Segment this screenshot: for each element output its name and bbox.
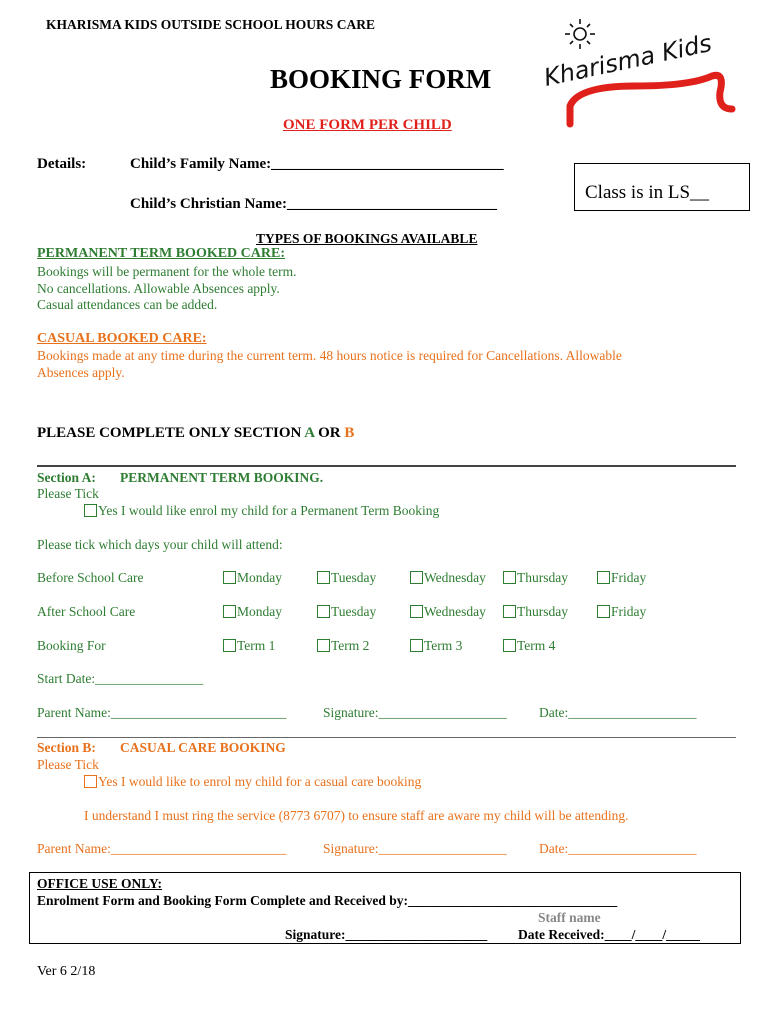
term-label: Term 2 [331, 638, 370, 653]
day-label: Monday [237, 604, 282, 619]
casual-heading: CASUAL BOOKED CARE: [37, 331, 207, 346]
family-name-field[interactable]: Child’s Family Name:_______________________________ [130, 156, 504, 172]
checkbox[interactable] [223, 639, 236, 652]
instruction-a: A [304, 425, 315, 441]
permanent-line-2: No cancellations. Allowable Absences apply. [37, 281, 280, 296]
office-date-received-field[interactable]: Date Received:____/____/_____ [518, 927, 700, 942]
types-heading: TYPES OF BOOKINGS AVAILABLE [256, 231, 478, 246]
office-signature-field[interactable]: Signature:_____________________ [285, 927, 488, 942]
permanent-yes-option[interactable] [84, 503, 439, 519]
instruction-b: B [344, 425, 355, 441]
before-friday[interactable] [597, 570, 646, 586]
day-label: Friday [611, 604, 647, 619]
before-school-label: Before School Care [37, 570, 144, 585]
day-label: Tuesday [331, 604, 377, 619]
booking-for-label: Booking For [37, 638, 106, 653]
christian-name-field[interactable]: Child’s Christian Name:____________________________ [130, 196, 497, 212]
term-label: Term 3 [424, 638, 463, 653]
before-thursday[interactable] [503, 570, 568, 586]
day-label: Wednesday [424, 570, 486, 585]
casual-yes-checkbox[interactable] [84, 775, 97, 788]
day-label: Friday [611, 570, 647, 585]
office-use-heading: OFFICE USE ONLY: [37, 876, 163, 891]
term-label: Term 1 [237, 638, 276, 653]
after-thursday[interactable] [503, 604, 568, 620]
after-school-label: After School Care [37, 604, 136, 619]
term-label: Term 4 [517, 638, 556, 653]
section-b-title: CASUAL CARE BOOKING [120, 740, 286, 755]
permanent-yes-text: Yes I would like enrol my child for a Permanent Term Booking [98, 503, 440, 518]
checkbox[interactable] [317, 639, 330, 652]
checkbox[interactable] [503, 605, 516, 618]
logo-text: Kharisma Kids [541, 29, 715, 92]
days-prompt: Please tick which days your child will attend: [37, 537, 283, 552]
casual-yes-text: Yes I would like to enrol my child for a casual care booking [98, 774, 422, 789]
checkbox[interactable] [503, 571, 516, 584]
office-staff-name-caption: Staff name [538, 910, 601, 925]
office-received-by-field[interactable]: Enrolment Form and Booking Form Complete and Received by:_______________________________ [37, 893, 618, 908]
day-label: Monday [237, 570, 282, 585]
casual-yes-option[interactable] [84, 774, 421, 790]
section-a-signature[interactable]: Signature:___________________ [323, 705, 507, 720]
section-a-date[interactable]: Date:___________________ [539, 705, 697, 720]
checkbox[interactable] [410, 605, 423, 618]
logo-graphic [540, 14, 755, 132]
checkbox[interactable] [317, 571, 330, 584]
after-monday[interactable] [223, 604, 282, 620]
section-b-date[interactable]: Date:___________________ [539, 841, 697, 856]
checkbox[interactable] [503, 639, 516, 652]
permanent-line-3: Casual attendances can be added. [37, 297, 218, 312]
org-name: KHARISMA KIDS OUTSIDE SCHOOL HOURS CARE [46, 17, 375, 32]
before-wednesday[interactable] [410, 570, 486, 586]
casual-line-2: Absences apply. [37, 365, 125, 380]
casual-line-1: Bookings made at any time during the current term. 48 hours notice is required for Cancellations. Allowable [37, 348, 622, 363]
checkbox[interactable] [410, 571, 423, 584]
section-b-parent-name[interactable]: Parent Name:__________________________ [37, 841, 287, 856]
section-a-please-tick: Please Tick [37, 486, 99, 501]
casual-understand-note: I understand I must ring the service (8773 6707) to ensure staff are aware my child will be attending. [84, 808, 629, 823]
section-a-title: PERMANENT TERM BOOKING. [120, 470, 324, 485]
permanent-heading: PERMANENT TERM BOOKED CARE: [37, 246, 286, 261]
checkbox[interactable] [317, 605, 330, 618]
details-label: Details: [37, 156, 87, 172]
checkbox[interactable] [597, 571, 610, 584]
before-tuesday[interactable] [317, 570, 376, 586]
section-b-signature[interactable]: Signature:___________________ [323, 841, 507, 856]
section-instruction [37, 425, 354, 442]
form-title: BOOKING FORM [270, 64, 492, 94]
section-a-label: Section A: [37, 470, 96, 485]
day-label: Thursday [517, 570, 568, 585]
term-2-option[interactable] [317, 638, 369, 654]
checkbox[interactable] [223, 571, 236, 584]
checkbox[interactable] [410, 639, 423, 652]
permanent-yes-checkbox[interactable] [84, 504, 97, 517]
permanent-line-1: Bookings will be permanent for the whole term. [37, 264, 297, 279]
term-3-option[interactable] [410, 638, 462, 654]
sun-icon [565, 19, 595, 49]
checkbox[interactable] [597, 605, 610, 618]
instruction-or: OR [314, 425, 345, 441]
term-1-option[interactable] [223, 638, 275, 654]
form-subtitle: ONE FORM PER CHILD [283, 117, 452, 133]
logo-swoosh [570, 75, 732, 124]
section-b-divider [37, 737, 736, 738]
checkbox[interactable] [223, 605, 236, 618]
day-label: Tuesday [331, 570, 377, 585]
version-footer: Ver 6 2/18 [37, 964, 96, 979]
section-b-please-tick: Please Tick [37, 757, 99, 772]
kharisma-kids-logo [540, 14, 755, 132]
section-a-divider [37, 465, 736, 467]
section-b-label: Section B: [37, 740, 96, 755]
class-box[interactable]: Class is in LS__ [574, 163, 750, 211]
day-label: Wednesday [424, 604, 486, 619]
start-date-field[interactable]: Start Date:________________ [37, 671, 204, 686]
before-monday[interactable] [223, 570, 282, 586]
after-tuesday[interactable] [317, 604, 376, 620]
after-wednesday[interactable] [410, 604, 486, 620]
term-4-option[interactable] [503, 638, 555, 654]
after-friday[interactable] [597, 604, 646, 620]
day-label: Thursday [517, 604, 568, 619]
section-a-parent-name[interactable]: Parent Name:__________________________ [37, 705, 287, 720]
instruction-text: PLEASE COMPLETE ONLY SECTION [37, 425, 305, 441]
